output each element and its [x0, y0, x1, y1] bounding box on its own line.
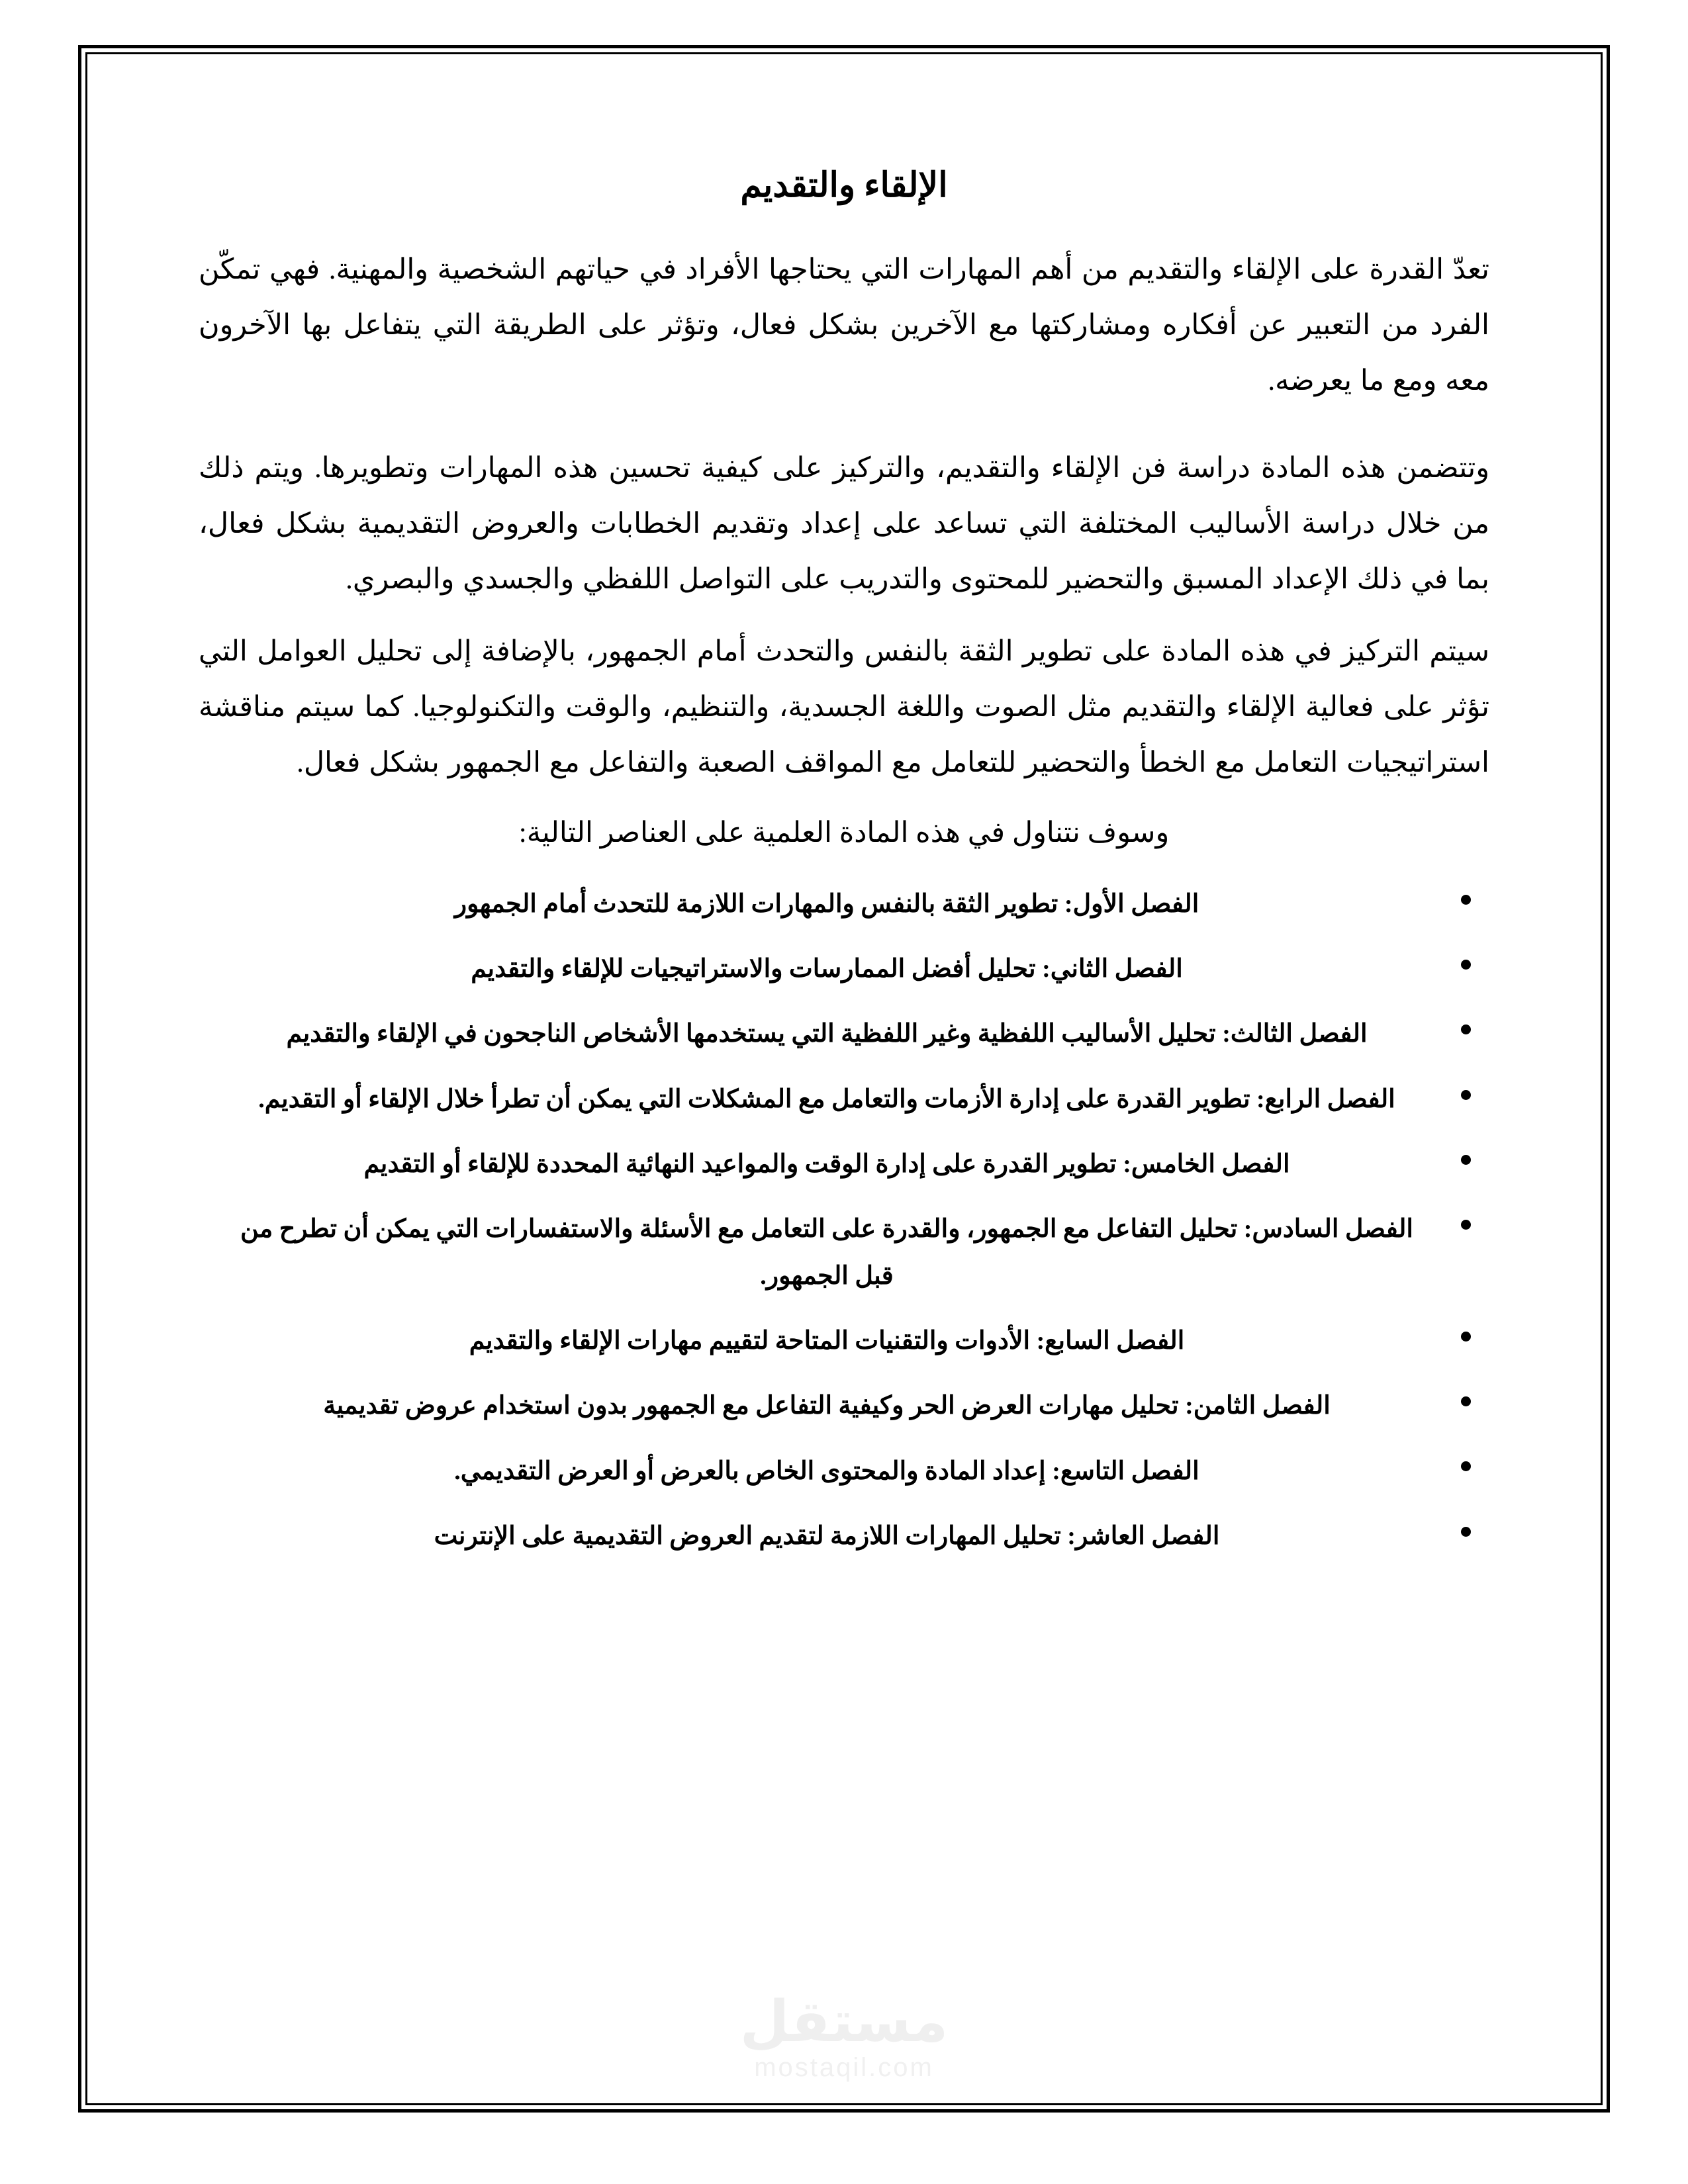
bullet-icon — [1461, 1332, 1471, 1342]
list-lead-in: وسوف نتناول في هذه المادة العلمية على العناصر التالية: — [518, 817, 1170, 848]
list-item — [199, 1141, 1489, 1187]
bullet-icon — [1461, 1090, 1471, 1100]
paragraph-intro: تعدّ القدرة على الإلقاء والتقديم من أهم المهارات التي يحتاجها الأفراد في حياتهم الشخصية والمهنية. فهي تمكّن الفرد من التعبير عن أفكاره ومشاركتها مع الآخرين بشكل فعال، وتؤثر على الطريقة التي يتفاعل بها الآخرون معه ومع ما يعرضه. — [199, 254, 1489, 397]
chapter-label: الفصل الثامن: تحليل مهارات العرض الحر وكيفية التفاعل مع الجمهور بدون استخدام عروض تقديمية — [323, 1392, 1331, 1420]
paragraph-focus: سيتم التركيز في هذه المادة على تطوير الثقة بالنفس والتحدث أمام الجمهور، بالإضافة إلى تحليل العوامل التي تؤثر على فعالية الإلقاء والتقديم مثل الصوت واللغة الجسدية، والتنظيم، والوقت والتكنولوجيا. كما سيتم مناقشة استراتيجيات التعامل مع الخطأ والتحضير للتعامل مع المواقف الصعبة والتفاعل مع الجمهور بشكل فعال. — [199, 636, 1489, 779]
bullet-icon — [1461, 1220, 1471, 1230]
bullet-icon — [1461, 1024, 1471, 1034]
bullet-icon — [1461, 1396, 1471, 1406]
document-content — [199, 165, 1489, 1578]
chapter-label: الفصل التاسع: إعداد المادة والمحتوى الخاص بالعرض أو العرض التقديمي. — [454, 1457, 1199, 1485]
list-item — [199, 1206, 1489, 1299]
chapter-label: الفصل الرابع: تطوير القدرة على إدارة الأزمات والتعامل مع المشكلات التي يمكن أن تطرأ خلال الإلقاء أو التقديم. — [258, 1085, 1395, 1113]
chapter-label: الفصل الخامس: تطوير القدرة على إدارة الوقت والمواعيد النهائية المحددة للإلقاء أو التقديم — [363, 1150, 1290, 1179]
list-item — [199, 881, 1489, 927]
watermark-domain: mostaqil.com — [754, 2053, 934, 2082]
chapter-label: الفصل السابع: الأدوات والتقنيات المتاحة لتقييم مهارات الإلقاء والتقديم — [469, 1326, 1185, 1355]
chapter-label: الفصل الأول: تطوير الثقة بالنفس والمهارات اللازمة للتحدث أمام الجمهور — [454, 889, 1199, 918]
list-item — [199, 1076, 1489, 1122]
bullet-icon — [1461, 960, 1471, 970]
watermark-arabic-logo: مستقل — [739, 1989, 949, 2055]
chapter-label: الفصل السادس: تحليل التفاعل مع الجمهور، والقدرة على التعامل مع الأسئلة والاستفسارات التي يمكن أن تطرح من قبل الجمهور. — [240, 1215, 1413, 1290]
page-title: الإلقاء والتقديم — [740, 167, 948, 205]
bullet-icon — [1461, 1461, 1471, 1471]
list-item — [199, 1513, 1489, 1559]
chapter-list — [199, 881, 1489, 1559]
chapter-label: الفصل الثاني: تحليل أفضل الممارسات والاستراتيجيات للإلقاء والتقديم — [471, 955, 1183, 983]
paragraph-scope: وتتضمن هذه المادة دراسة فن الإلقاء والتقديم، والتركيز على كيفية تحسين هذه المهارات وتطويرها. ويتم ذلك من خلال دراسة الأساليب المختلفة التي تساعد على إعداد وتقديم الخطابات والعروض التقديمية بشكل فعال، بما في ذلك الإعداد المسبق والتحضير للمحتوى والتدريب على التواصل اللفظي والجسدي والبصري. — [199, 452, 1489, 595]
chapter-label: الفصل العاشر: تحليل المهارات اللازمة لتقديم العروض التقديمية على الإنترنت — [434, 1522, 1220, 1550]
bullet-icon — [1461, 895, 1471, 905]
bullet-icon — [1461, 1527, 1471, 1537]
list-item — [199, 1318, 1489, 1364]
list-item — [199, 946, 1489, 992]
list-item — [199, 1448, 1489, 1494]
list-item — [199, 1383, 1489, 1429]
bullet-icon — [1461, 1155, 1471, 1165]
chapter-label: الفصل الثالث: تحليل الأساليب اللفظية وغير اللفظية التي يستخدمها الأشخاص الناجحون في الإلقاء والتقديم — [286, 1020, 1368, 1048]
list-item — [199, 1011, 1489, 1057]
